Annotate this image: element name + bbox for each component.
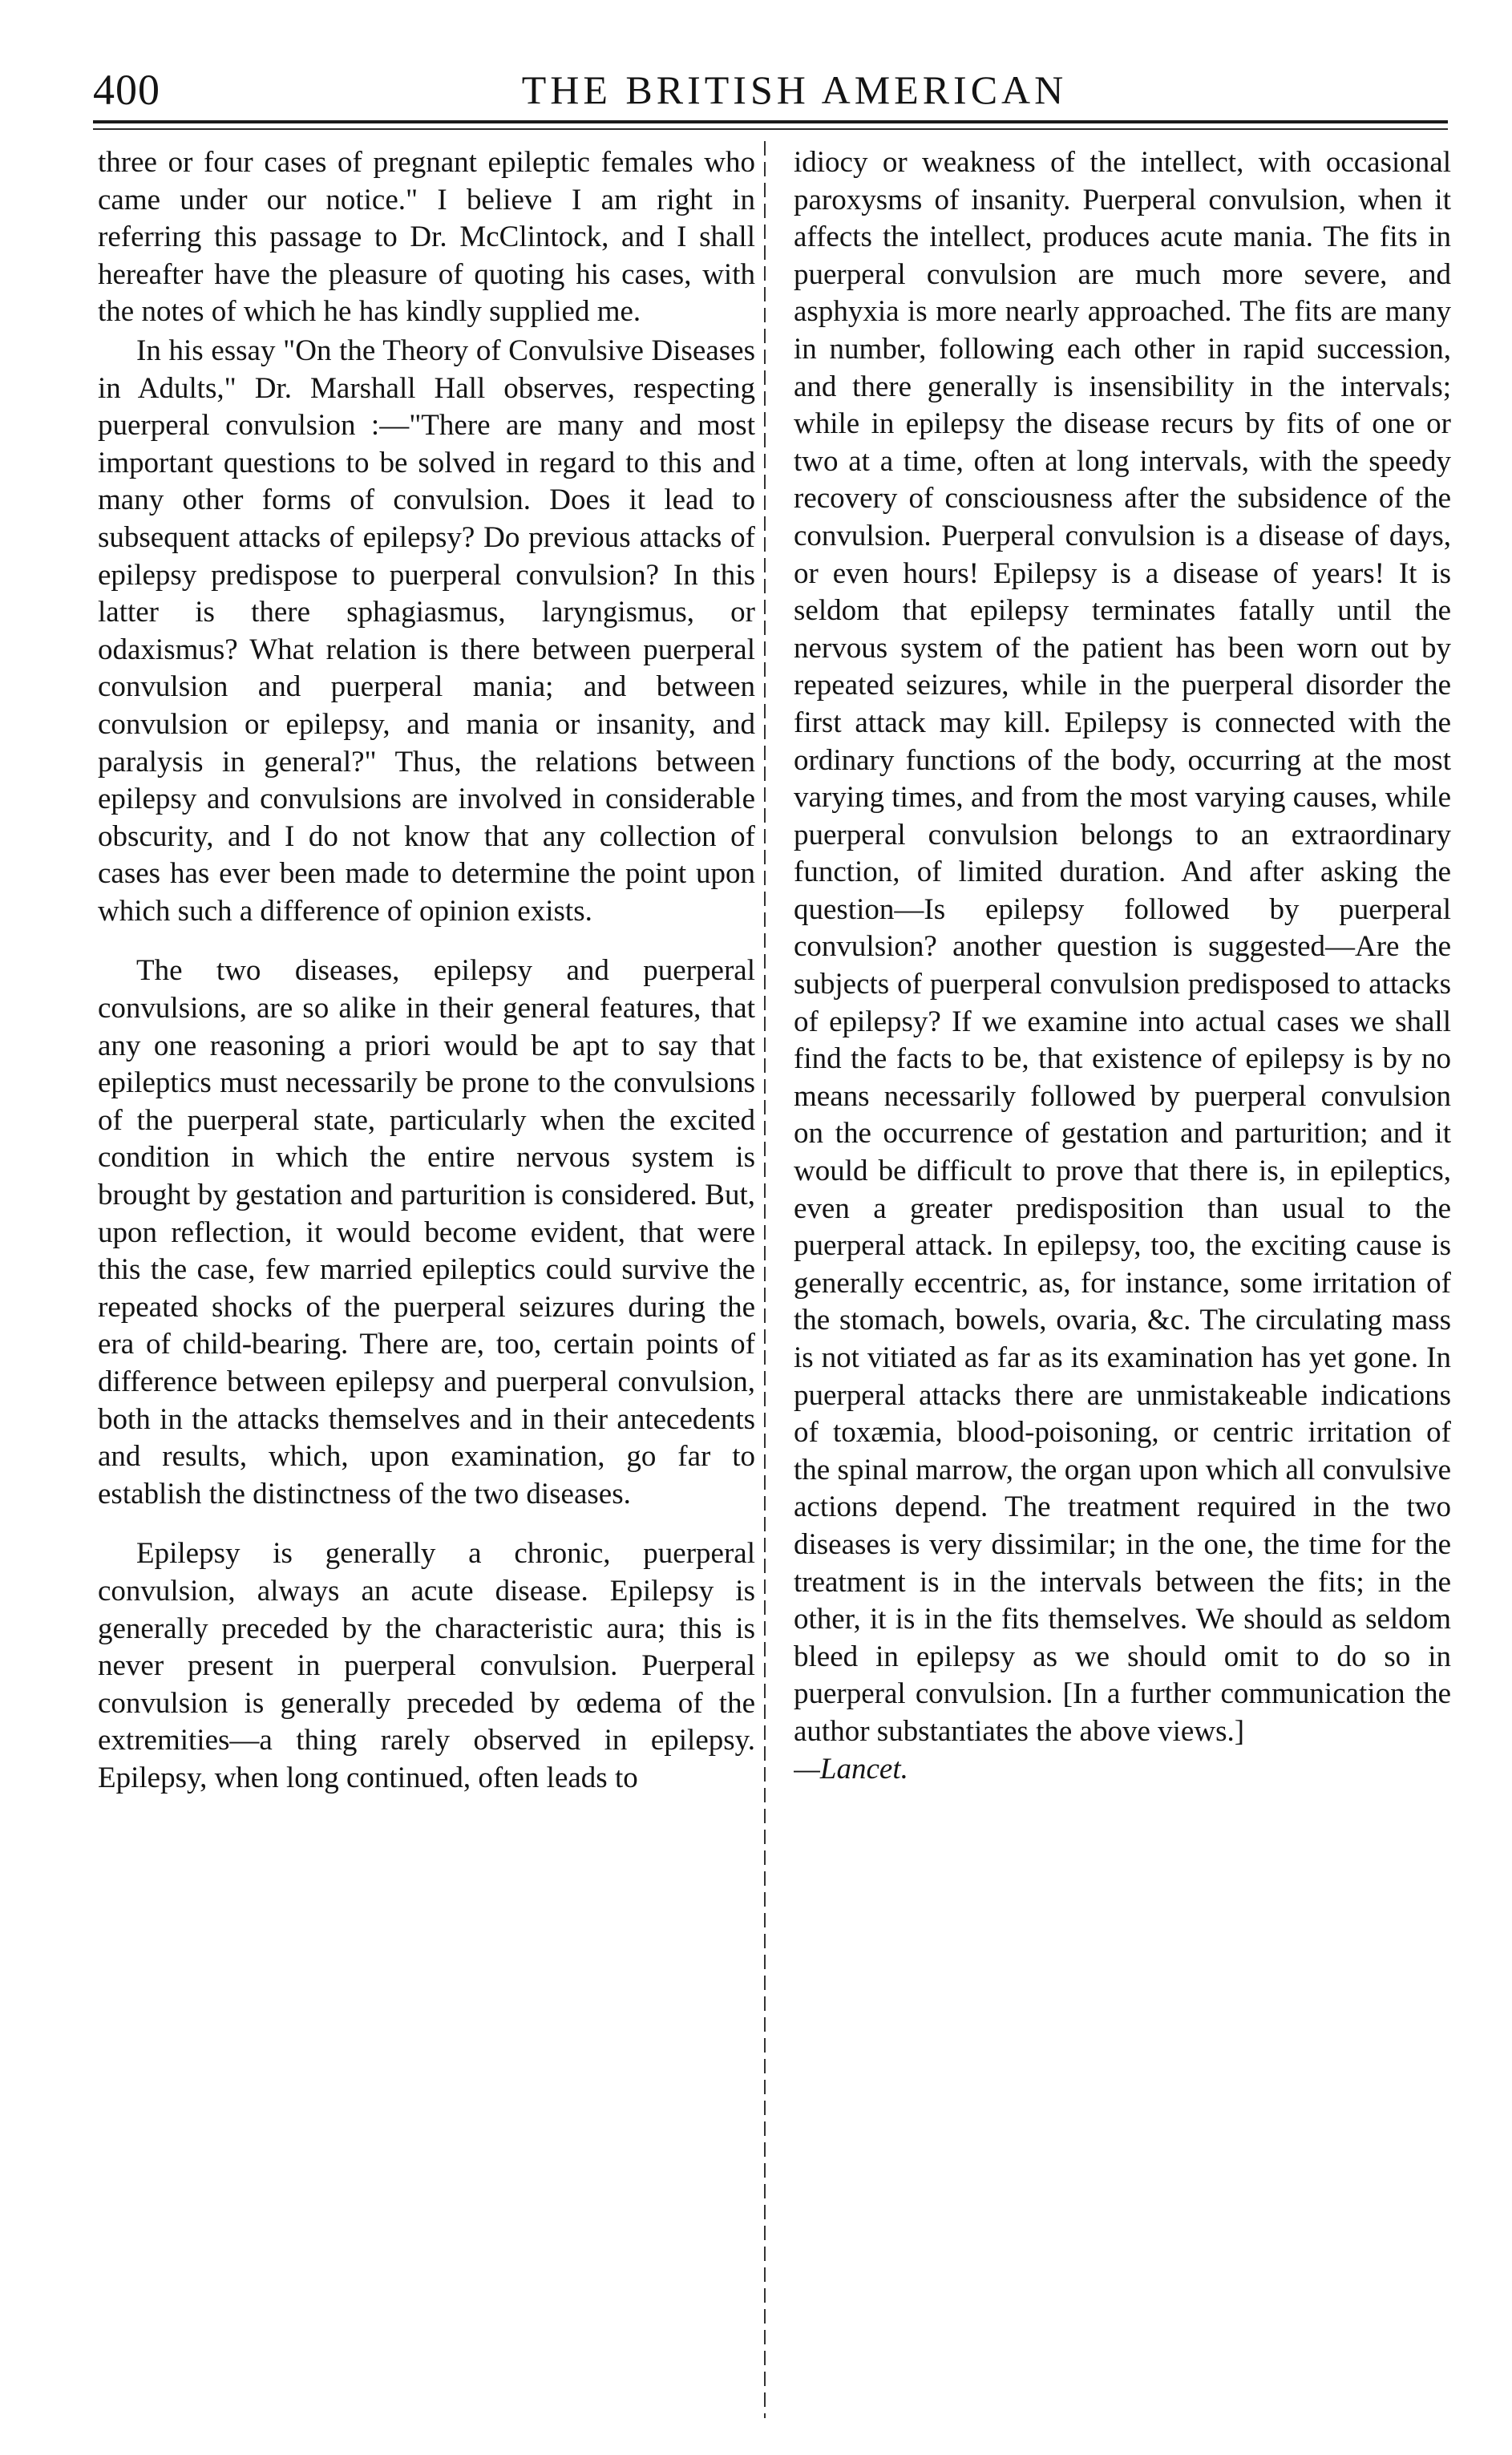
paragraph: idiocy or weakness of the intellect, with occasional paroxysms of insanity. Puerperal convulsion, when it affects the intellect, produces acute mania. The fits in puerperal convulsion are much more severe, and asphyxia is more nearly approached. The fits are many in number, following each other in rapid succession, and there generally is insensibility in the intervals; while in epilepsy the disease recurs by fits of one or two at a time, often at long intervals, with the speedy recovery of consciousness after the subsidence of the convulsion. Puerperal convulsion is a disease of days, or even hours! Epilepsy is a disease of years! It is seldom that epilepsy terminates fatally until the nervous system of the patient has been worn out by repeated seizures, while in the puerperal disorder the first attack may kill. Epilepsy is connected with the ordinary functions of the body, occurring at the most varying times, and from the most varying causes, while puerperal convulsion belongs to an extraordinary function, of limited duration. And after asking the question—Is epilepsy followed by puerperal convulsion? another question is suggested—Are the subjects of puerperal convulsion predisposed to attacks of epilepsy? If we examine into actual cases we shall find the facts to be, that existence of epilepsy is by no means necessarily followed by puerperal convulsion on the occurrence of gestation and parturition; and it would be difficult to prove that there is, in epileptics, even a greater predisposition than usual to the puerperal attack. In epilepsy, too, the exciting cause is generally eccentric, as, for instance, some irritation of the stomach, bowels, ovaria, &c. The circulating mass is not vitiated as far as its examination has yet gone. In puerperal attacks there are unmistakeable indications of toxæmia, blood-poisoning, or centric irritation of the spinal marrow, the organ upon which all convulsive actions depend. The treatment required in the two diseases is very dissimilar; in the one, the time for the treatment is in the intervals between the fits; in the other, it is in the fits themselves. We should as seldom bleed in epilepsy as we should omit to do so in puerperal convulsion. [In a further communication the author substantiates the above views.] bbox=[794, 146, 1451, 1748]
paragraph: three or four cases of pregnant epileptic females who came under our notice." I believe I am right in referring this passage to Dr. McClintock, and I shall hereafter have the pleasure of quoting his cases, with the notes of which he has kindly supplied me. bbox=[98, 146, 755, 329]
paragraph: Epilepsy is generally a chronic, puerperal convulsion, always an acute disease. Epilepsy is generally preceded by the characteristic aura; this is never present in puerperal convulsion. Puerperal convulsion is generally preceded by œdema of the extremities—a thing rarely observed in epilepsy. Epilepsy, when long continued, often leads to bbox=[98, 1537, 755, 1794]
left-column bbox=[98, 144, 755, 2421]
paragraph: The two diseases, epilepsy and puerperal convulsions, are so alike in their general features, that any one reasoning a priori would be apt to say that epileptics must necessarily be prone to the convulsions of the puerperal state, particularly when the excited condition in which the entire nervous system is brought by gestation and parturition is considered. But, upon reflection, it would become evident, that were this the case, few married epileptics could survive the repeated shocks of the puerperal seizures during the era of child-bearing. There are, too, certain points of difference between epilepsy and puerperal convulsion, both in the attacks themselves and in their antecedents and results, which, upon examination, go far to establish the distinctness of the two diseases. bbox=[98, 954, 755, 1511]
column-divider bbox=[764, 141, 766, 2418]
page-number: 400 bbox=[93, 66, 160, 114]
paragraph: In his essay "On the Theory of Convulsive Diseases in Adults," Dr. Marshall Hall observes, respecting puerperal convulsion :—"There are many and most important questions to be solved in regard to this and many other forms of convulsion. Does it lead to subsequent attacks of epilepsy? Do previous attacks of epilepsy predispose to puerperal convulsion? In this latter is there sphagiasmus, laryngismus, or odaxismus? What relation is there between puerperal convulsion and puerperal mania; and between convulsion or epilepsy, and mania or insanity, and paralysis in general?" Thus, the relations between epilepsy and convulsions are involved in considerable obscurity, and I do not know that any collection of cases has ever been made to determine the point upon which such a difference of opinion exists. bbox=[98, 334, 755, 928]
header-rule-thick bbox=[93, 120, 1448, 123]
header-rule-thin bbox=[93, 128, 1448, 130]
source-citation: —Lancet. bbox=[794, 1752, 908, 1786]
right-column bbox=[794, 144, 1451, 2421]
running-title: THE BRITISH AMERICAN bbox=[521, 67, 1068, 112]
page-header bbox=[93, 64, 1448, 115]
